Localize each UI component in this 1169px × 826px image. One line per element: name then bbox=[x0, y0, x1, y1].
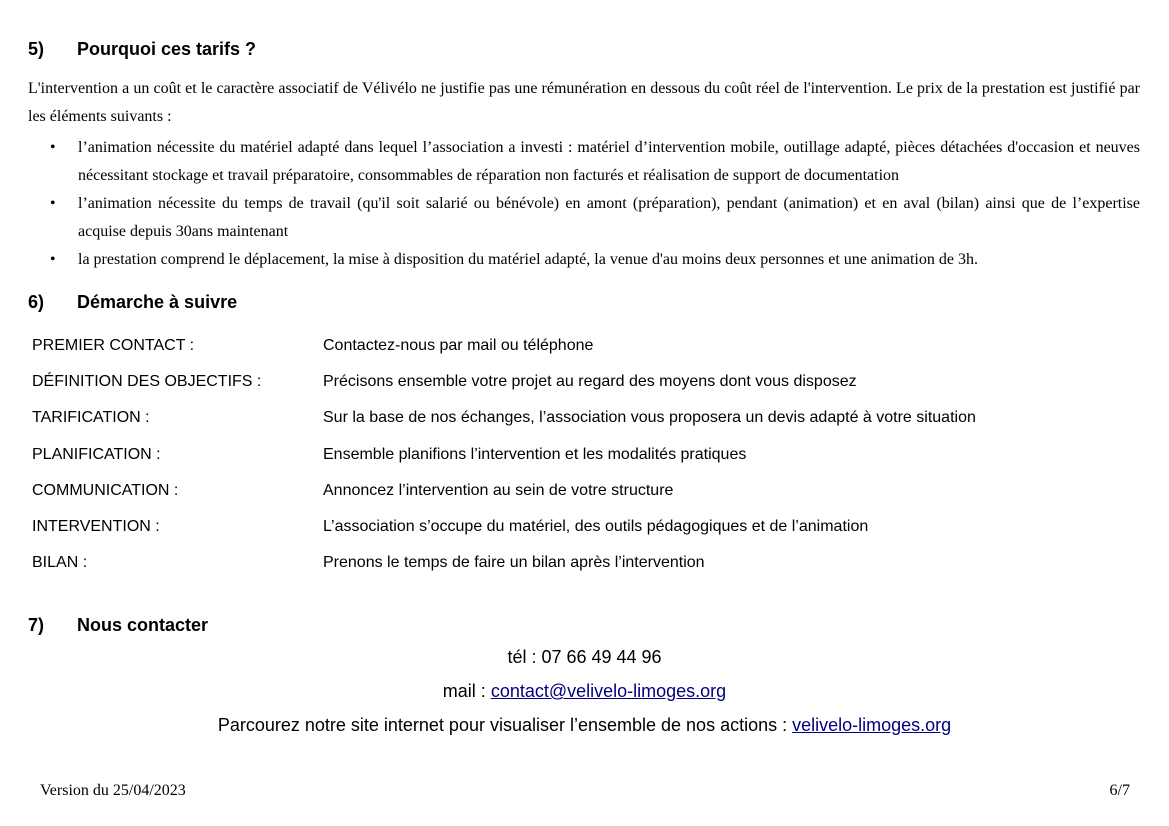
step-description: L’association s’occupe du matériel, des outils pédagogiques et de l’animation bbox=[323, 517, 869, 535]
section-5-title: Pourquoi ces tarifs ? bbox=[77, 39, 257, 59]
list-item bbox=[28, 190, 1140, 246]
step-label: TARIFICATION : bbox=[32, 409, 150, 427]
bullet-text: la prestation comprend le déplacement, la mise à disposition du matériel adapté, la venue d'au moins deux personnes et une animation de 3h. bbox=[78, 251, 978, 268]
website-prefix: Parcourez notre site internet pour visualiser l’ensemble de nos actions : bbox=[217, 715, 793, 735]
section-5-intro: L'intervention a un coût et le caractère associatif de Vélivélo ne justifie pas une rémunération en dessous du coût réel de l'intervention. Le prix de la prestation est justifié par les éléments suivants : bbox=[28, 80, 1140, 125]
section-7-heading bbox=[28, 614, 208, 636]
website-line bbox=[0, 713, 1169, 737]
table-row bbox=[32, 479, 1132, 515]
phone-line: tél : 07 66 49 44 96 bbox=[507, 647, 662, 667]
section-5-bullet-list bbox=[28, 134, 1140, 274]
mail-link[interactable]: contact@velivelo-limoges.org bbox=[490, 681, 727, 701]
section-6-title: Démarche à suivre bbox=[77, 292, 238, 312]
table-row bbox=[32, 551, 1132, 587]
footer-version: Version du 25/04/2023 bbox=[40, 782, 186, 799]
bullet-icon: • bbox=[50, 251, 56, 268]
section-7-number: 7) bbox=[28, 615, 45, 635]
step-description: Prenons le temps de faire un bilan après l’intervention bbox=[323, 554, 705, 572]
bullet-text: l’animation nécessite du matériel adapté dans lequel l’association a investi : matériel d’intervention mobile, outillage adapté, pièces détachées d'occasion et neuves nécessitant stockage et travail préparatoire, consommables de réparation non facturés et réalisation de support de documentation bbox=[78, 139, 1140, 184]
steps-table bbox=[32, 334, 1132, 587]
step-description: Annoncez l’intervention au sein de votre structure bbox=[323, 481, 674, 499]
website-link[interactable]: velivelo-limoges.org bbox=[792, 715, 952, 735]
step-description: Ensemble planifions l’intervention et les modalités pratiques bbox=[323, 445, 747, 463]
section-7-title: Nous contacter bbox=[77, 615, 209, 635]
mail-prefix: mail : bbox=[442, 681, 491, 701]
table-row bbox=[32, 443, 1132, 479]
list-item bbox=[28, 134, 1140, 190]
table-row bbox=[32, 406, 1132, 442]
table-row bbox=[32, 515, 1132, 551]
table-row bbox=[32, 334, 1132, 370]
list-item bbox=[28, 246, 1140, 274]
step-label: BILAN : bbox=[32, 554, 88, 572]
step-label: COMMUNICATION : bbox=[32, 481, 179, 499]
step-description: Précisons ensemble votre projet au regard des moyens dont vous disposez bbox=[323, 373, 857, 391]
section-6-heading bbox=[28, 291, 237, 313]
step-description: Contactez-nous par mail ou téléphone bbox=[323, 337, 594, 354]
step-label: PLANIFICATION : bbox=[32, 445, 161, 463]
step-label: PREMIER CONTACT : bbox=[32, 337, 195, 354]
step-description: Sur la base de nos échanges, l’association vous proposera un devis adapté à votre situation bbox=[323, 409, 976, 427]
step-label: DÉFINITION DES OBJECTIFS : bbox=[32, 373, 262, 391]
footer-page-number: 6/7 bbox=[1109, 782, 1130, 799]
section-5-number: 5) bbox=[28, 39, 45, 59]
section-5-heading bbox=[28, 38, 256, 60]
mail-line bbox=[0, 679, 1169, 703]
section-6-number: 6) bbox=[28, 292, 45, 312]
bullet-icon: • bbox=[50, 139, 56, 156]
step-label: INTERVENTION : bbox=[32, 517, 160, 535]
bullet-icon: • bbox=[50, 195, 56, 212]
table-row bbox=[32, 370, 1132, 406]
bullet-text: l’animation nécessite du temps de travail (qu'il soit salarié ou bénévole) en amont (préparation), pendant (animation) et en aval (bilan) ainsi que de l’expertise acquise depuis 30ans maintenant bbox=[78, 195, 1140, 240]
